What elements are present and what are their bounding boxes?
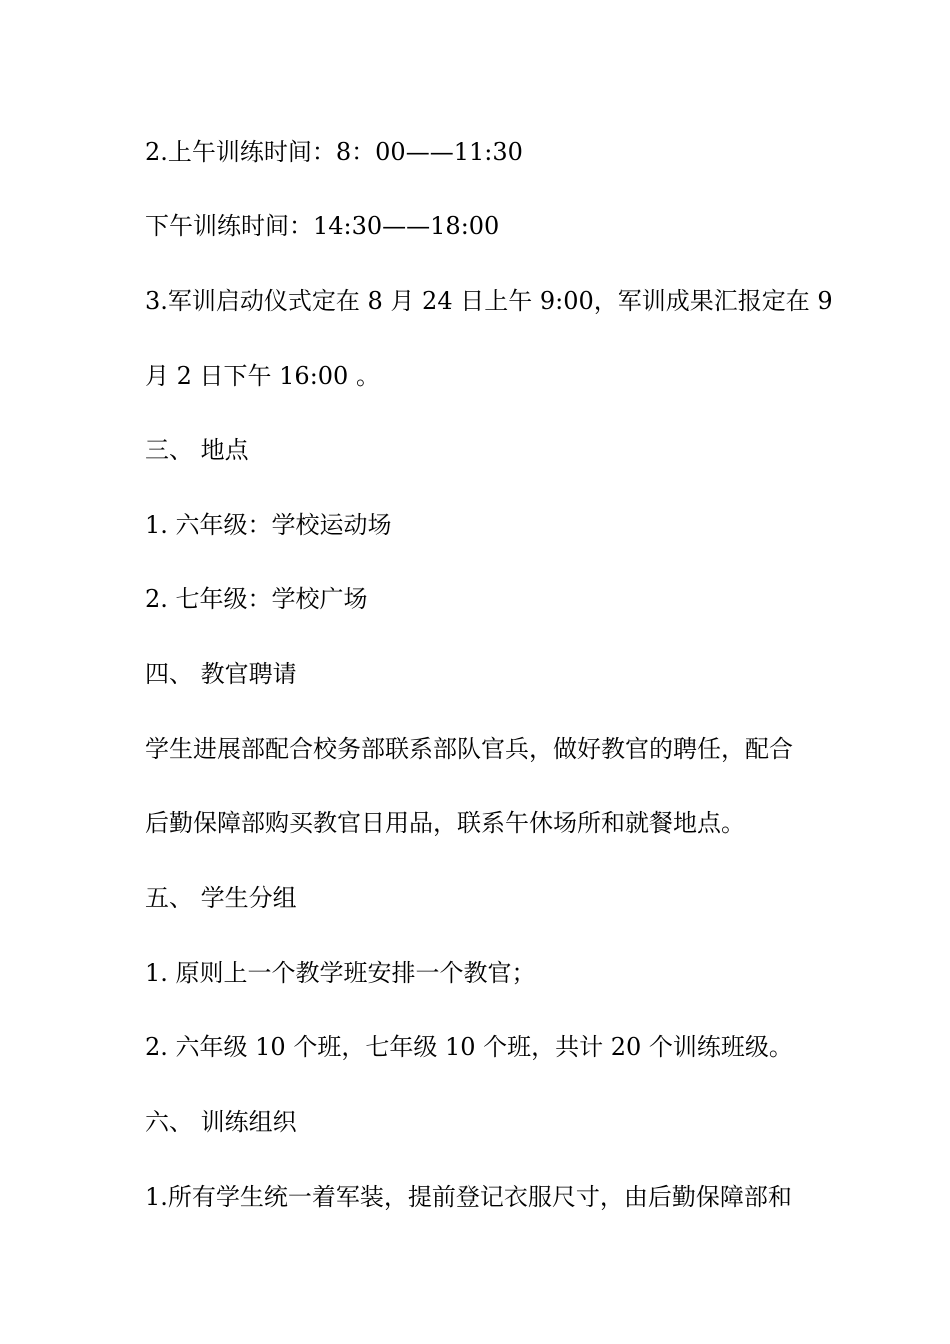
grouping-item-2: 2. 六年级 10 个班，七年级 10 个班，共计 20 个训练班级。 bbox=[145, 1033, 793, 1061]
grouping-item-1: 1. 原则上一个教学班安排一个教官； bbox=[145, 959, 536, 987]
instructors-paragraph-line-1: 学生进展部配合校务部联系部队官兵，做好教官的聘任，配合 bbox=[145, 735, 793, 763]
location-grade-six: 1. 六年级：学校运动场 bbox=[145, 511, 392, 539]
organization-item-1: 1.所有学生统一着军装，提前登记衣服尺寸，由后勤保障部和 bbox=[145, 1183, 792, 1211]
training-time-morning: 2.上午训练时间：8：00——11:30 bbox=[145, 138, 523, 166]
instructors-paragraph-line-2: 后勤保障部购买教官日用品，联系午休场所和就餐地点。 bbox=[145, 809, 745, 837]
ceremony-schedule-line-2: 月 2 日下午 16:00 。 bbox=[145, 362, 380, 390]
section-heading-grouping: 五、 学生分组 bbox=[145, 884, 297, 912]
section-heading-location: 三、 地点 bbox=[145, 436, 249, 464]
section-heading-organization: 六、 训练组织 bbox=[145, 1108, 297, 1136]
section-heading-instructors: 四、 教官聘请 bbox=[145, 660, 297, 688]
location-grade-seven: 2. 七年级：学校广场 bbox=[145, 585, 368, 613]
training-time-afternoon: 下午训练时间：14:30——18:00 bbox=[145, 212, 500, 240]
ceremony-schedule-line-1: 3.军训启动仪式定在 8 月 24 日上午 9:00，军训成果汇报定在 9 bbox=[145, 287, 833, 315]
